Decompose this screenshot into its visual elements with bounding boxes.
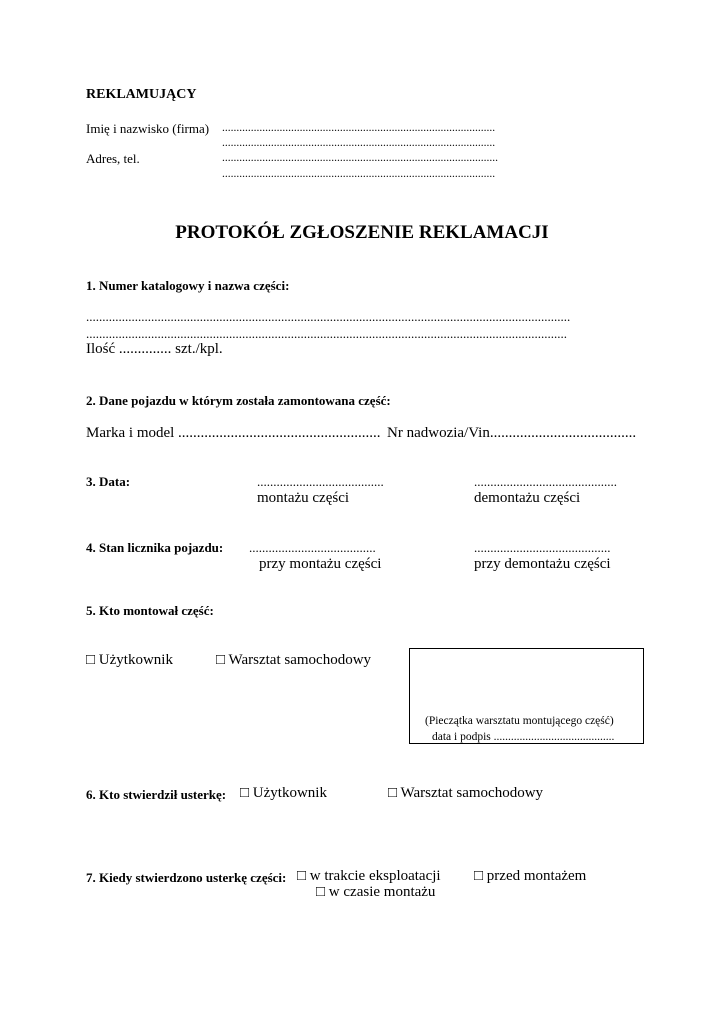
before-mount-checkbox[interactable]: □ przed montażem bbox=[474, 868, 587, 884]
address-field-line-1[interactable]: ................................................................................................ bbox=[222, 152, 498, 164]
dismount-odometer-field[interactable]: .......................................... bbox=[474, 540, 611, 555]
stamp-caption: (Pieczątka warsztatu montującego część) bbox=[425, 715, 614, 727]
document-title: PROTOKÓŁ ZGŁOSZENIE REKLAMACJI bbox=[175, 222, 549, 243]
section-4-heading: 4. Stan licznika pojazdu: bbox=[86, 540, 224, 555]
name-label: Imię i nazwisko (firma) bbox=[86, 121, 210, 136]
make-model-field[interactable]: Marka i model ...................................................... bbox=[86, 425, 381, 441]
mounted-by-workshop-checkbox[interactable]: □ Warsztat samochodowy bbox=[216, 652, 372, 668]
dismount-date-label: demontażu części bbox=[474, 490, 581, 506]
dismount-odometer-label: przy demontażu części bbox=[474, 556, 611, 572]
stamp-signature-field[interactable]: data i podpis .......................................... bbox=[432, 731, 615, 743]
name-field-line-2[interactable]: ............................................................................................... bbox=[222, 137, 496, 149]
part-name-line-1[interactable]: ..................................................................................................................................................... bbox=[86, 309, 571, 324]
workshop-stamp-box bbox=[409, 648, 644, 744]
address-label: Adres, tel. bbox=[86, 151, 140, 166]
section-6-heading: 6. Kto stwierdził usterkę: bbox=[86, 787, 227, 802]
section-3-heading: 3. Data: bbox=[86, 474, 131, 489]
found-by-user-checkbox[interactable]: □ Użytkownik bbox=[240, 785, 327, 801]
mount-date-field[interactable]: ....................................... bbox=[257, 474, 384, 489]
section-1-heading: 1. Numer katalogowy i nazwa części: bbox=[86, 278, 290, 293]
found-by-workshop-checkbox[interactable]: □ Warsztat samochodowy bbox=[388, 785, 544, 801]
dismount-date-field[interactable]: ............................................ bbox=[474, 474, 617, 489]
name-field-line-1[interactable]: ............................................................................................... bbox=[222, 122, 496, 134]
complainant-heading: REKLAMUJĄCY bbox=[86, 87, 197, 102]
section-2-heading: 2. Dane pojazdu w którym została zamontowana część: bbox=[86, 393, 391, 408]
vin-field[interactable]: Nr nadwozia/Vin....................................... bbox=[387, 425, 637, 441]
during-mount-checkbox[interactable]: □ w czasie montażu bbox=[316, 884, 436, 900]
part-name-line-2[interactable]: .................................................................................................................................................... bbox=[86, 326, 567, 341]
mount-odometer-field[interactable]: ....................................... bbox=[249, 540, 376, 555]
mount-date-label: montażu części bbox=[257, 490, 350, 506]
quantity-field[interactable]: Ilość .............. szt./kpl. bbox=[86, 341, 223, 357]
section-5-heading: 5. Kto montował część: bbox=[86, 603, 214, 618]
section-7-heading: 7. Kiedy stwierdzono usterkę części: bbox=[86, 870, 287, 885]
mount-odometer-label: przy montażu części bbox=[259, 556, 382, 572]
mounted-by-user-checkbox[interactable]: □ Użytkownik bbox=[86, 652, 173, 668]
address-field-line-2[interactable]: ............................................................................................... bbox=[222, 168, 496, 180]
during-operation-checkbox[interactable]: □ w trakcie eksploatacji bbox=[297, 868, 441, 884]
